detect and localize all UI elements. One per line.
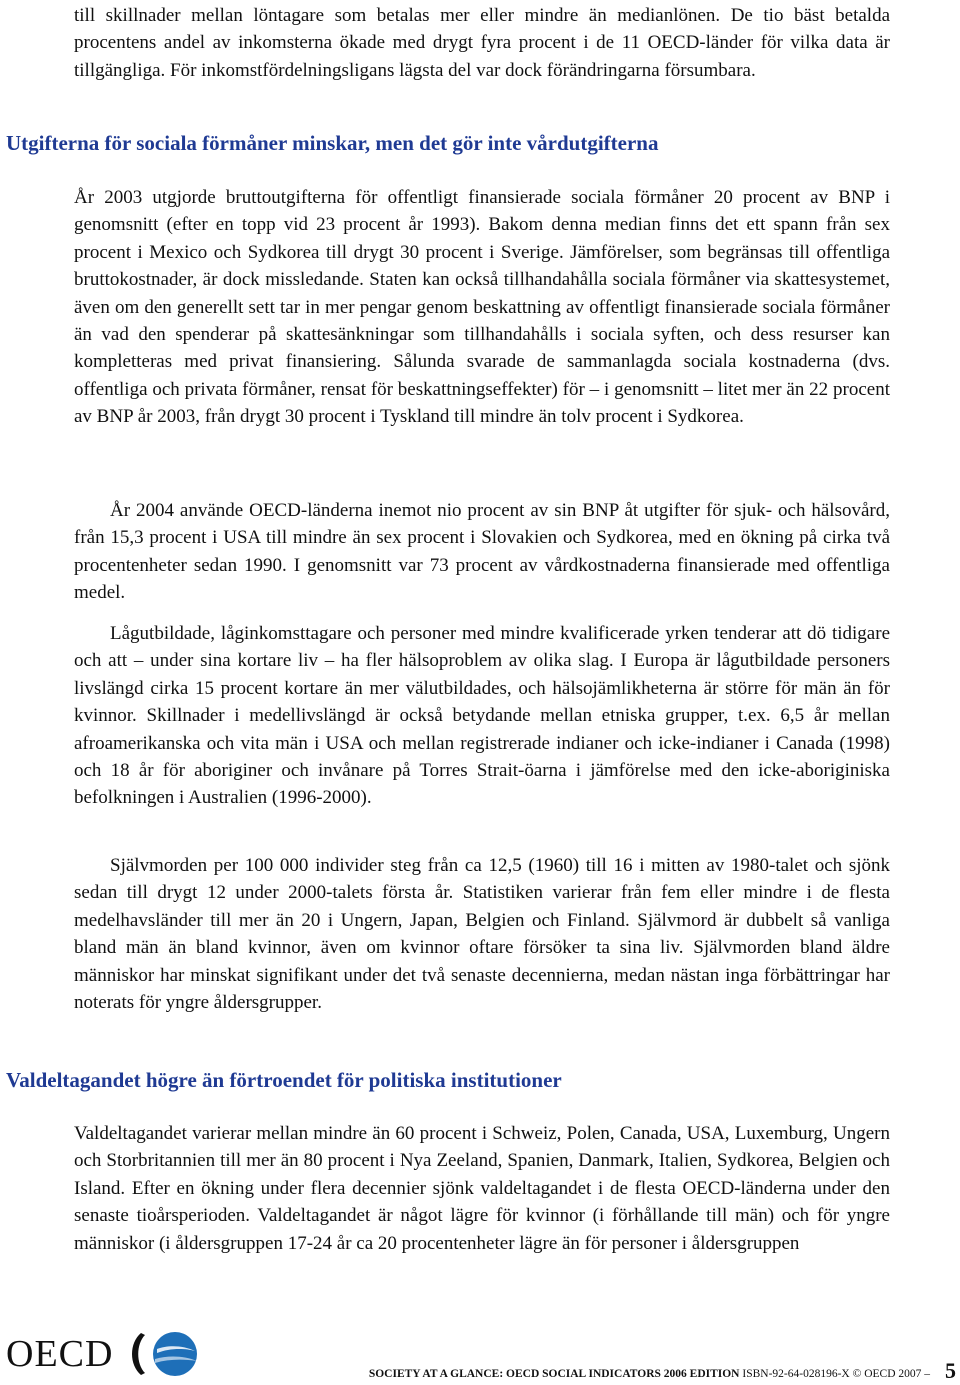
paragraph-suicide: Självmorden per 100 000 individer steg från ca 12,5 (1960) till 16 i mitten av 1980-talet och sjönk sedan till drygt 12 under 2000-talets första år. Statistiken varierar från fem eller mindre i de flesta medelhavsländer till mer än 20 i Ungern, Japan, Belgien och Finland. Självmord är dubbelt så vanliga bland män än bland kvinnor, även om kvinnor oftare försöker ta sina liv. Självmorden bland äldre människor har minskat signifikant under det två senaste decennierna, medan nästan inga förbättringar har noterats för yngre åldersgrupper. — [74, 855, 890, 1014]
section-heading-voter-turnout: Valdeltagandet högre än förtroendet för politiska institutioner — [6, 1068, 562, 1092]
oecd-globe-icon — [127, 1329, 207, 1379]
oecd-logo — [6, 1328, 207, 1380]
footer-citation — [369, 1368, 930, 1380]
footer-isbn: ISBN-92-64-028196-X — [742, 1368, 850, 1380]
footer-copyright: © OECD 2007 – — [852, 1368, 930, 1380]
oecd-logo-text: OECD — [6, 1333, 114, 1375]
paragraph-income-distribution: till skillnader mellan löntagare som betalas mer eller mindre än medianlönen. De tio bäst betalda procentens andel av inkomsterna ökade med drygt fyra procent i de 11 OECD-länder för vilka data är tillgängliga. För inkomstfördelningsligans lägsta del var dock förändringarna försumbara. — [74, 5, 890, 81]
page-footer — [0, 1320, 960, 1385]
paragraph-social-expenditure: År 2003 utgjorde bruttoutgifterna för offentligt finansierade sociala förmåner 20 procent av BNP i genomsnitt (efter en topp vid 23 procent år 1993). Bakom denna median finns det ett spann från sex procent i Mexico och Sydkorea till drygt 30 procent i Sverige. Jämförelser, som begränsas till offentliga bruttokostnader, är dock missledande. Staten kan också tillhandahålla sociala förmåner via skattesystemet, även om den generellt sett tar in mer pengar genom beskattning av offentligt finansierade sociala förmåner än vad den spenderar på skattesänkningar som tillhandahålls i sociala syften, och dess resurser kan kompletteras med privat finansiering. Sålunda svarade de sammanlagda sociala kostnaderna (dvs. offentliga och privata förmåner, rensat för beskattningseffekter) för – i genomsnitt – litet mer än 22 procent av BNP år 2003, från drygt 30 procent i Tyskland till mindre än tolv procent i Sydkorea. — [74, 187, 890, 428]
footer-publication-title: SOCIETY AT A GLANCE: OECD SOCIAL INDICATORS 2006 EDITION — [368, 1368, 740, 1380]
section-heading-social-benefits: Utgifterna för sociala förmåner minskar, men det gör inte vårdutgifterna — [6, 131, 659, 155]
page-number: 5 — [945, 1358, 956, 1383]
paragraph-health-expenditure: År 2004 använde OECD-länderna inemot nio procent av sin BNP åt utgifter för sjuk- och hälsovård, från 15,3 procent i USA till mindre än sex procent i Slovakien och Sydkorea, med en ökning på cirka två procentenheter sedan 1990. I genomsnitt var 73 procent av vårdkostnaderna finansierade med offentliga medel. — [74, 500, 890, 604]
paragraph-voter-turnout: Valdeltagandet varierar mellan mindre än 60 procent i Schweiz, Polen, Canada, USA, Luxemburg, Ungern och Storbritannien till mer än 80 procent i Nya Zeeland, Spanien, Danmark, Italien, Sydkorea, Belgien och Island. Efter en ökning under flera decennier sjönk valdeltagandet i de flesta OECD-länderna under den senaste tioårsperioden. Valdeltagandet är något lägre för kvinnor (i förhållande till män) och för yngre människor (i åldersgruppen 17-24 år ca 20 procentenheter lägre än för personer i åldersgruppen — [74, 1123, 890, 1254]
paragraph-health-inequality: Lågutbildade, låginkomsttagare och personer med mindre kvalificerade yrken tenderar att dö tidigare och att – under sina kortare liv – ha fler hälsoproblem av olika slag. I Europa är lågutbildade personers livslängd cirka 15 procent kortare än mer välutbildades, och hälsojämlikheterna är större för män än för kvinnor. Skillnader i medellivslängd är också betydande mellan etniska grupper, t.ex. 6,5 år mellan afroamerikanska och vita män i USA och mellan registrerade indianer och icke-indianer i Canada (1998) och 18 år för aboriginer och invånare på Torres Strait-öarna i jämförelse med den icke-aboriginiska befolkningen i Australien (1996-2000). — [74, 623, 890, 809]
